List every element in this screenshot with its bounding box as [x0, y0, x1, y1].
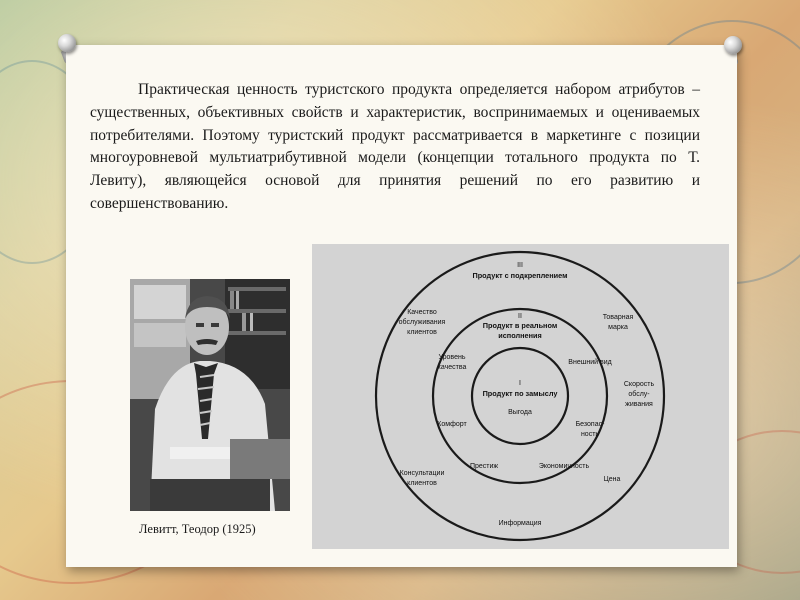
- label-level: Уровень: [438, 354, 466, 361]
- total-product-diagram: [312, 244, 729, 549]
- label-comfort: Комфорт: [437, 421, 467, 428]
- label-quality: качества: [437, 364, 467, 371]
- portrait-photo: [130, 279, 290, 511]
- label-economy: Экономичность: [538, 463, 590, 470]
- label-prestige: Престиж: [469, 463, 499, 470]
- main-paragraph: Практическая ценность туристского продукта определяется набором атрибутов – существенных, объективных свойств и характеристик, воспринимаемых и оцениваемых потребителями. Поэтому туристский продукт рассматривается в маркетинге с позиции многоуровневой мультиатрибутивной модели (концепции тотального продукта по Т. Левиту), являющейся основой для принятия решений по его развитию и совершенствованию.: [90, 81, 700, 212]
- label-speed-1: Скорость: [623, 381, 655, 388]
- core-benefit: Выгода: [508, 409, 532, 416]
- label-brand-2: марка: [608, 324, 628, 331]
- pushpin-icon: [724, 36, 742, 54]
- level-title-2-line1: Продукт в реальном: [482, 321, 558, 330]
- label-brand-1: Товарная: [602, 314, 634, 321]
- level-numeral-1: I: [519, 380, 521, 387]
- label-price: Цена: [603, 476, 621, 483]
- label-safety-2: ность: [580, 431, 600, 438]
- label-safety-1: Безопас-: [575, 421, 605, 428]
- pushpin-icon: [58, 34, 76, 52]
- label-service-3: клиентов: [407, 329, 437, 336]
- label-appearance: Внешний вид: [568, 359, 612, 366]
- label-consult-2: клиентов: [407, 480, 437, 487]
- label-speed-3: живания: [625, 401, 653, 408]
- level-numeral-2: II: [518, 313, 522, 320]
- label-service-1: Качество: [407, 309, 437, 316]
- label-speed-2: обслу-: [628, 391, 650, 398]
- level-numeral-3: III: [517, 262, 523, 269]
- level-title-1: Продукт по замыслу: [482, 389, 558, 398]
- label-consult-1: Консультации: [399, 470, 445, 477]
- photo-caption: Левитт, Теодор (1925): [139, 522, 256, 536]
- label-info: Информация: [498, 520, 542, 527]
- label-service-2: обслуживания: [398, 319, 446, 326]
- level-title-3: Продукт с подкреплением: [472, 271, 568, 280]
- level-title-2-line2: исполнения: [498, 331, 542, 340]
